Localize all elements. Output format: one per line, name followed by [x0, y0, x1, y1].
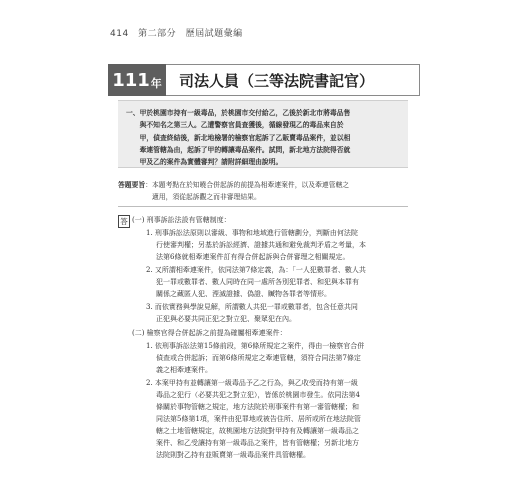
answer-line: 毒品之犯行（必要共犯之對立犯），皆係於桃園市發生。依同法第4: [156, 391, 360, 399]
keypoint-label: 答題要旨: [118, 181, 146, 189]
exam-title: 司法人員（三等法院書記官）: [179, 72, 375, 90]
answer-line: 犯一罪或數罪者、數人同時在同一處所各別犯罪者、和犯與本罪有: [156, 278, 359, 286]
answer-line: 法院則對乙持有並販賣第一級毒品案件具管轄權。: [156, 451, 310, 459]
year-unit: 年: [150, 76, 162, 90]
answer-keypoint: [118, 180, 408, 203]
running-head: [110, 26, 243, 39]
answer-line: 2. 又所謂相牽連案件，依同法第7條定義，為：「一人犯數罪者、數人共: [146, 266, 366, 274]
answer-line: 關係之藏匿人犯、湮滅證據、偽證、贓物各罪者等情形。: [156, 290, 331, 298]
divider: [118, 206, 408, 207]
keypoint-line: ：本題考點在於知曉合併起訴的前提為相牽連案件，以及牽連管轄之: [145, 181, 350, 189]
answer-line: 法第6條就相牽連案件訂有得合併起訴與合併審理之相關規定。: [156, 253, 350, 261]
answer-line: 行使審判權；另基於訴訟經濟、證據共通和避免裁判矛盾之考量，本: [156, 241, 366, 249]
part-title: 第二部分 歷屆試題彙編: [138, 29, 243, 39]
section-heading: (一) 刑事訴訟法設有管轄制度：: [132, 216, 231, 224]
exam-banner: [108, 64, 420, 96]
answer-line: 1. 刑事訴訟法原則以審級、事物和地域進行管轄劃分，判斷由何法院: [146, 229, 358, 237]
answer-line: 條關於事物管轄之規定，地方法院於刑事案件有第一審管轄權；和: [156, 403, 359, 411]
question-line: 一、甲於桃園市持有一級毒品，於桃園市交付給乙，乙後於新北市將毒品售: [126, 109, 351, 117]
year-tab: [108, 64, 166, 96]
question-box: [118, 100, 408, 168]
answer-line: 2. 本案甲持有並轉讓第一級毒品予乙之行為，與乙收受而持有第一級: [146, 379, 358, 387]
answer-line: 3. 而依實務與學說見解，所謂數人共犯一罪或數罪者，包含任意共同: [146, 303, 358, 311]
answer-line: 轄之土地管轄規定，故桃園地方法院對甲持有及轉讓第一級毒品之: [156, 427, 359, 435]
answer-line: 1. 依刑事訴訟法第15條前段，第6條所規定之案件，得由一檢察官合併: [146, 342, 365, 350]
year-number: 111: [112, 69, 150, 91]
answer-line: 偵查或合併起訴；而第6條所規定之牽連管轄，須符合同法第7條定: [156, 354, 361, 362]
answer-line: 義之相牽連案件。: [156, 366, 212, 374]
answer-line: 同法第5條第1項，案件由犯罪地或被告住所、居所或所在地法院管: [156, 415, 361, 423]
question-line: 牽連管轄為由，起訴了甲的轉讓毒品案件。試問，新北地方法院得否就: [126, 145, 351, 154]
section-heading: (二) 檢察官得合併起訴之前提為確屬相牽連案件：: [132, 329, 287, 337]
answer-badge: 答: [118, 215, 130, 228]
question-line: 甲及乙的案件為實體審判？請附詳細理由說明。: [126, 158, 283, 167]
question-line: 甲，偵查終結後，新北地檢署的檢察官起訴了乙販賣毒品案件，並以相: [126, 133, 351, 142]
keypoint-line: 適用，須從起訴觀之而非審理結果。: [152, 192, 261, 201]
answer-line: 正犯與必要共同正犯之對立犯、聚眾犯在內。: [156, 315, 296, 323]
answer-line: 案件、和乙受讓持有第一級毒品之案件，皆有管轄權；另新北地方: [156, 439, 359, 447]
question-text: [126, 107, 406, 168]
page-number: 414: [110, 29, 129, 39]
question-line: 與不知名之第三人。乙遭警察官員查獲後，循線發現乙的毒品來自於: [126, 121, 344, 130]
